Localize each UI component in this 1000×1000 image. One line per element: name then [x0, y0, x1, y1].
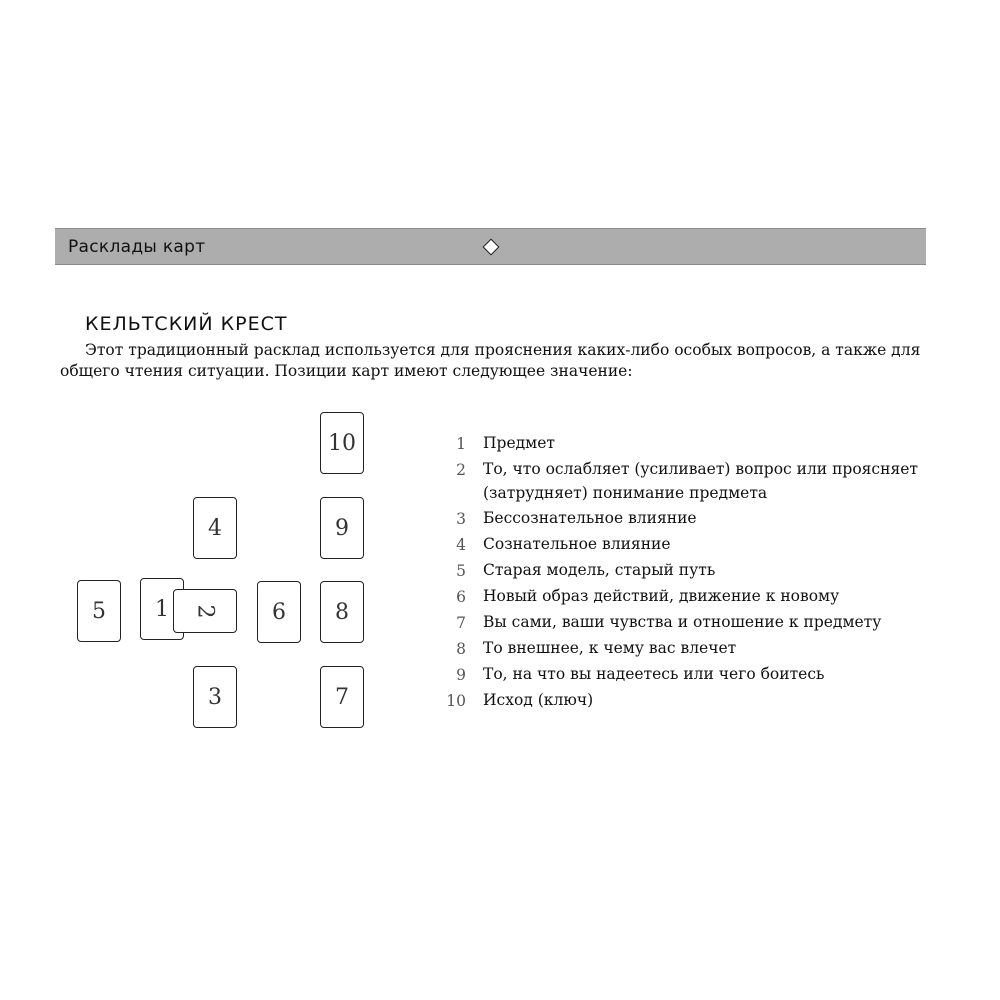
list-item	[440, 432, 930, 456]
card-7-label: 7	[335, 684, 349, 710]
position-text: Вы сами, ваши чувства и отношение к предмету	[483, 613, 882, 631]
position-number: 5	[456, 562, 466, 580]
position-text: Предмет	[483, 434, 555, 452]
card-3-label: 3	[208, 684, 222, 710]
intro-text: Этот традиционный расклад используется для прояснения каких-либо особых вопросов, а также для общего чтения ситуации. Позиции карт имеют следующее значение:	[60, 341, 921, 380]
card-10-label: 10	[328, 430, 356, 456]
list-item	[440, 559, 930, 583]
card-10	[320, 412, 364, 474]
position-number: 7	[456, 614, 466, 632]
card-8	[320, 581, 364, 643]
position-text: То внешнее, к чему вас влечет	[483, 639, 737, 657]
position-text: То, что ослабляет (усиливает) вопрос или проясняет (затрудняет) понимание предмета	[483, 460, 918, 502]
list-item	[440, 663, 930, 687]
card-9	[320, 497, 364, 559]
card-6-label: 6	[272, 599, 286, 625]
card-2	[173, 589, 237, 633]
position-number: 8	[456, 640, 466, 658]
list-item	[440, 637, 930, 661]
position-number: 2	[456, 461, 466, 479]
position-number: 10	[446, 692, 466, 710]
intro-paragraph	[60, 340, 932, 382]
card-8-label: 8	[335, 599, 349, 625]
positions-list	[440, 432, 930, 715]
card-7	[320, 666, 364, 728]
position-number: 6	[456, 588, 466, 606]
section-title: КЕЛЬТСКИЙ КРЕСТ	[85, 313, 288, 335]
position-number: 9	[456, 666, 466, 684]
position-text: Бессознательное влияние	[483, 509, 697, 527]
position-text: Старая модель, старый путь	[483, 561, 716, 579]
card-5-label: 5	[92, 598, 106, 624]
card-2-label: 2	[192, 604, 218, 618]
position-text: Исход (ключ)	[483, 691, 594, 709]
card-1-label: 1	[155, 596, 169, 622]
page-header	[55, 228, 926, 265]
card-9-label: 9	[335, 515, 349, 541]
card-5	[77, 580, 121, 642]
header-title: Расклады карт	[68, 237, 206, 257]
list-item	[440, 611, 930, 635]
card-3	[193, 666, 237, 728]
list-item	[440, 458, 930, 505]
position-number: 4	[456, 536, 466, 554]
list-item	[440, 585, 930, 609]
position-number: 3	[456, 510, 466, 528]
position-text: То, на что вы надеетесь или чего боитесь	[483, 665, 825, 683]
list-item	[440, 507, 930, 531]
list-item	[440, 689, 930, 713]
card-4	[193, 497, 237, 559]
card-4-label: 4	[208, 515, 222, 541]
diamond-icon	[483, 239, 500, 256]
list-item	[440, 533, 930, 557]
position-text: Новый образ действий, движение к новому	[483, 587, 840, 605]
position-number: 1	[456, 435, 466, 453]
card-6	[257, 581, 301, 643]
position-text: Сознательное влияние	[483, 535, 671, 553]
